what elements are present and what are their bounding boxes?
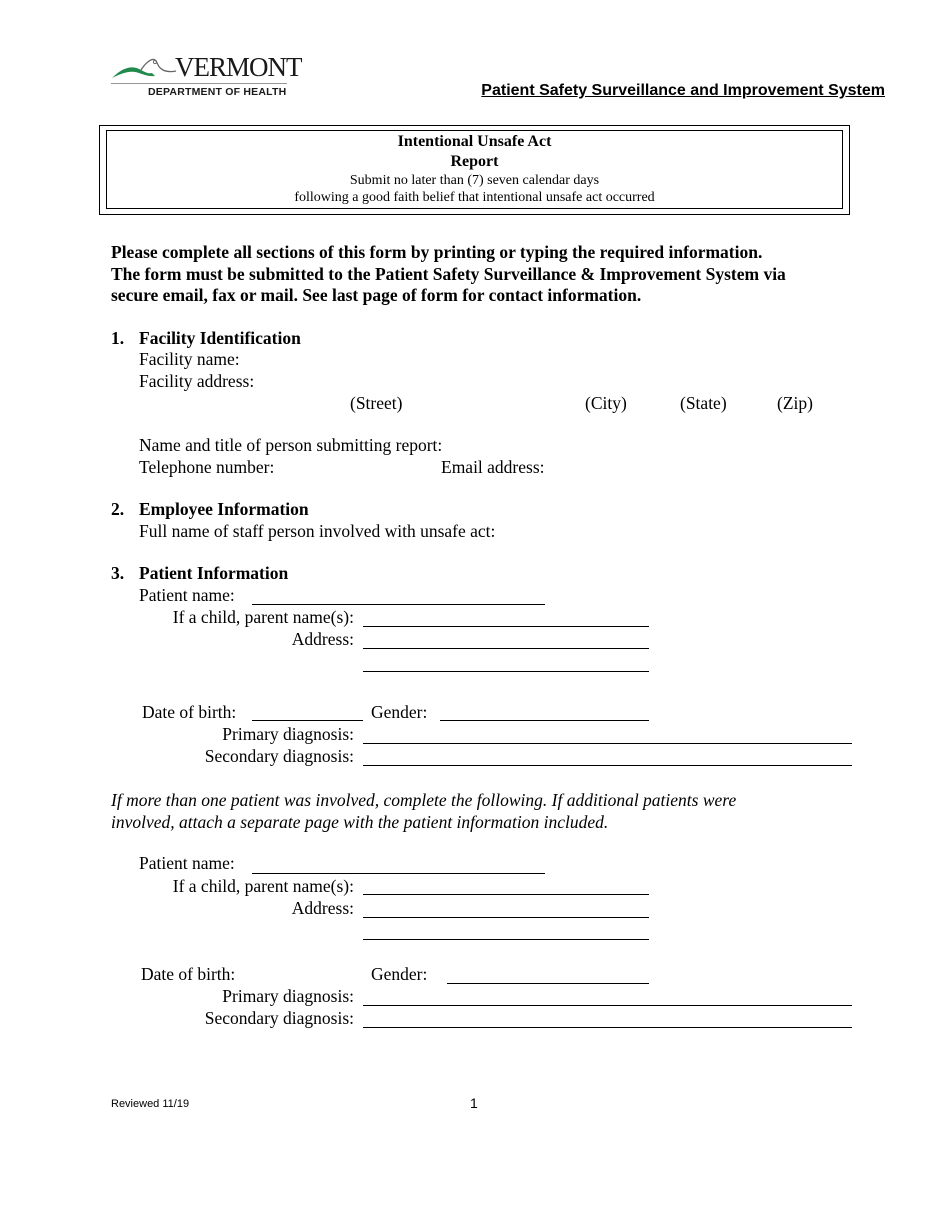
- patient-2-name-label: Patient name:: [139, 853, 235, 873]
- email-label: Email address:: [441, 457, 545, 477]
- patient-1-secondary-dx-field[interactable]: [363, 765, 852, 766]
- patient-1-address-field-2[interactable]: [363, 671, 649, 672]
- logo-department: DEPARTMENT OF HEALTH: [148, 86, 287, 98]
- section-1-number: 1.: [111, 328, 125, 348]
- vermont-logo: [111, 52, 302, 100]
- facility-name-label: Facility name:: [139, 349, 240, 369]
- section-3-heading: Patient Information: [139, 563, 289, 583]
- page-header-title: Patient Safety Surveillance and Improvement System: [481, 82, 885, 99]
- facility-address-label: Facility address:: [139, 371, 255, 391]
- patient-1-dob-label: Date of birth:: [142, 702, 237, 722]
- patient-2-gender-label: Gender:: [371, 964, 428, 984]
- mountain-logo-icon: [111, 54, 177, 80]
- state-label: (State): [680, 393, 727, 413]
- section-3-number: 3.: [111, 563, 125, 583]
- patient-2-address-field-1[interactable]: [363, 917, 649, 918]
- zip-label: (Zip): [777, 393, 813, 413]
- patient-1-dob-field[interactable]: [252, 720, 363, 721]
- staff-name-label: Full name of staff person involved with unsafe act:: [139, 521, 496, 541]
- section-1-heading: Facility Identification: [139, 328, 301, 348]
- patient-2-name-field[interactable]: [252, 873, 545, 874]
- page-number: 1: [470, 1095, 478, 1111]
- patient-2-address-label: Address:: [291, 898, 354, 918]
- patient-1-gender-field[interactable]: [440, 720, 649, 721]
- city-label: (City): [585, 393, 627, 413]
- additional-patients-note-1: If more than one patient was involved, complete the following. If additional patients were: [111, 790, 737, 810]
- report-title: Intentional Unsafe Act: [397, 133, 552, 150]
- patient-2-secondary-dx-field[interactable]: [363, 1027, 852, 1028]
- patient-2-primary-dx-label: Primary diagnosis:: [222, 986, 354, 1006]
- patient-2-primary-dx-field[interactable]: [363, 1005, 852, 1006]
- report-subtitle: Report: [450, 153, 499, 170]
- additional-patients-note-2: involved, attach a separate page with the patient information included.: [111, 812, 609, 832]
- patient-1-secondary-dx-label: Secondary diagnosis:: [204, 746, 354, 766]
- patient-1-address-field-1[interactable]: [363, 648, 649, 649]
- submission-condition: following a good faith belief that intentional unsafe act occurred: [294, 190, 655, 205]
- instructions-line-3: secure email, fax or mail. See last page of form for contact information.: [111, 285, 642, 305]
- telephone-label: Telephone number:: [139, 457, 275, 477]
- submitter-label: Name and title of person submitting report:: [139, 435, 443, 455]
- instructions-line-2: The form must be submitted to the Patient Safety Surveillance & Improvement System via: [111, 264, 786, 284]
- reviewed-date: Reviewed 11/19: [111, 1098, 190, 1110]
- patient-1-primary-dx-label: Primary diagnosis:: [222, 724, 354, 744]
- section-2-number: 2.: [111, 499, 125, 519]
- patient-2-gender-field[interactable]: [447, 983, 649, 984]
- patient-2-parent-label: If a child, parent name(s):: [172, 876, 354, 896]
- street-label: (Street): [350, 393, 403, 413]
- patient-1-name-field[interactable]: [252, 604, 545, 605]
- patient-2-secondary-dx-label: Secondary diagnosis:: [204, 1008, 354, 1028]
- patient-1-gender-label: Gender:: [371, 702, 428, 722]
- patient-2-dob-label: Date of birth:: [141, 964, 236, 984]
- patient-2-parent-field[interactable]: [363, 894, 649, 895]
- instructions-line-1: Please complete all sections of this form by printing or typing the required information.: [111, 242, 763, 262]
- patient-1-primary-dx-field[interactable]: [363, 743, 852, 744]
- patient-1-address-label: Address:: [291, 629, 354, 649]
- patient-2-address-field-2[interactable]: [363, 939, 649, 940]
- logo-wordmark: VERMONT: [175, 52, 302, 82]
- submission-deadline: Submit no later than (7) seven calendar days: [349, 173, 600, 188]
- patient-1-parent-label: If a child, parent name(s):: [172, 607, 354, 627]
- patient-1-parent-field[interactable]: [363, 626, 649, 627]
- patient-1-name-label: Patient name:: [139, 585, 235, 605]
- section-2-heading: Employee Information: [139, 499, 309, 519]
